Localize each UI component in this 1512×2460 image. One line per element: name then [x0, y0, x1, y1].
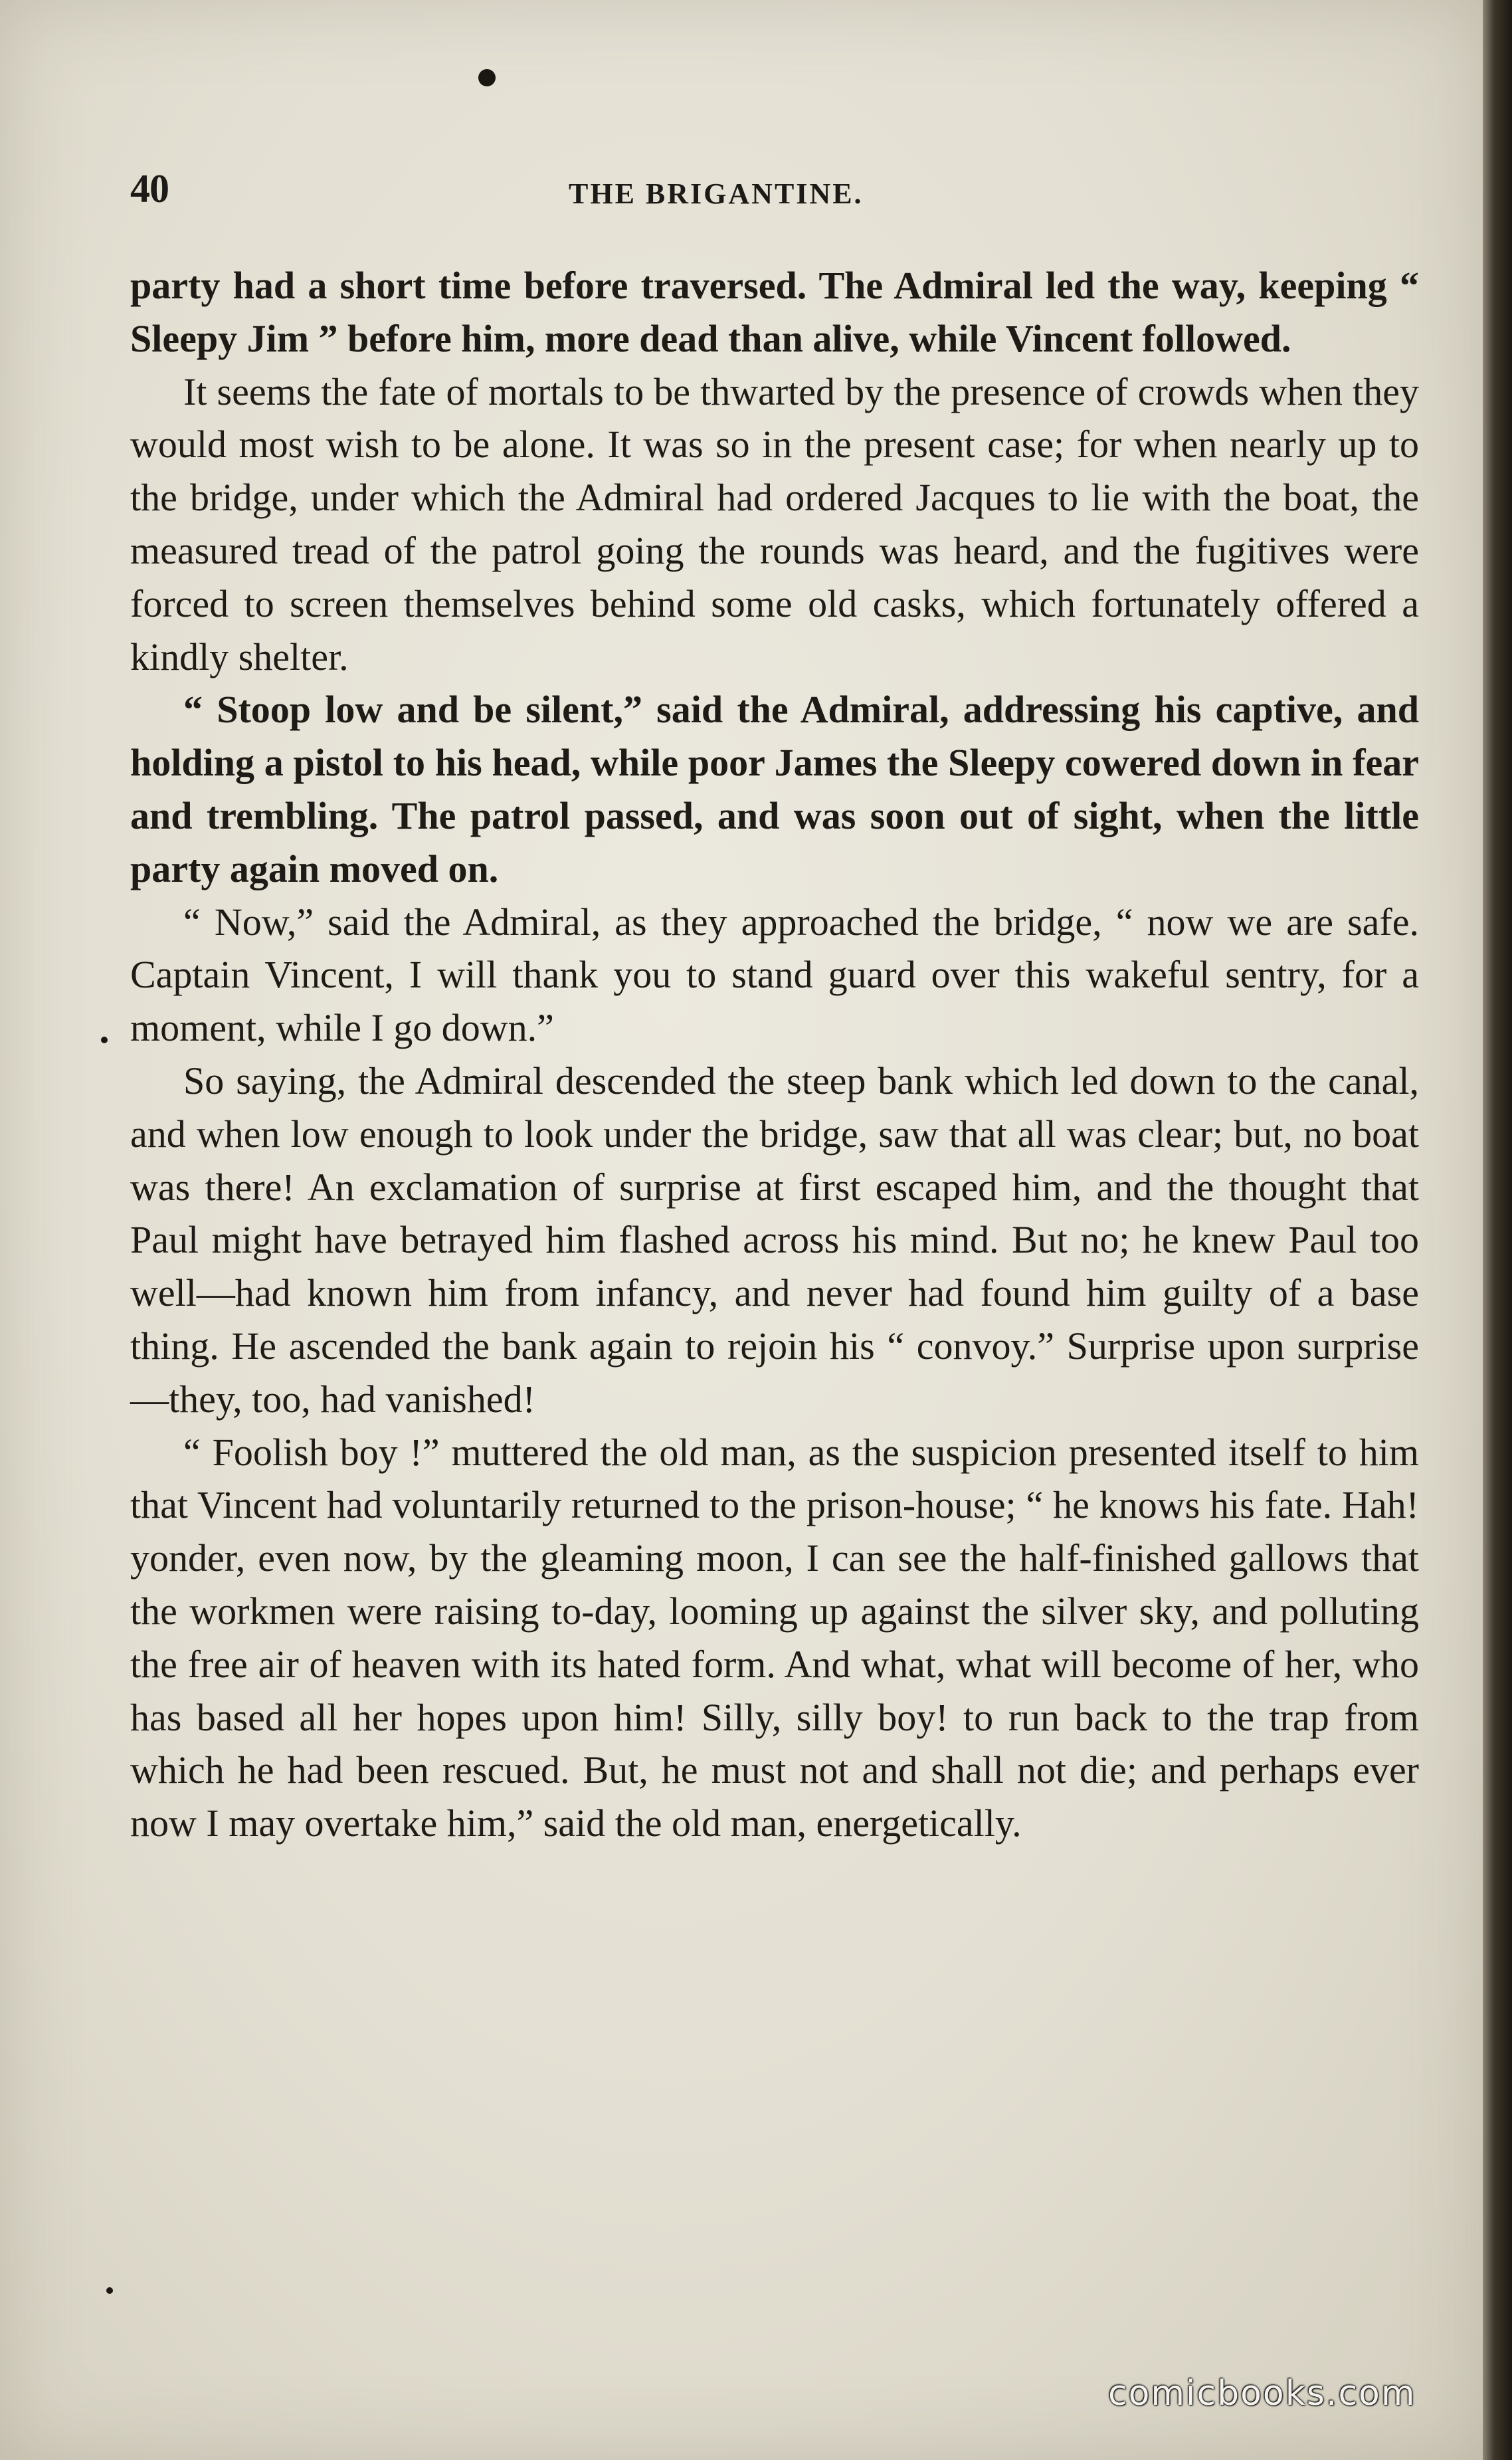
ink-speck	[478, 69, 496, 86]
page-header	[130, 166, 1406, 219]
paragraph: “ Now,” said the Admiral, as they approached the bridge, “ now we are safe. Captain Vincent, I will thank you to stand guard over this wakeful sentry, for a moment, while I go down.”	[130, 900, 1419, 1050]
ink-speck	[101, 1037, 108, 1043]
body-text	[130, 259, 1419, 1850]
running-title: THE BRIGANTINE.	[569, 177, 864, 210]
paragraph: So saying, the Admiral descended the steep bank which led down to the canal, and when low enough to look under the bridge, saw that all was clear; but, no boat was there! An exclamation of surprise at first escaped him, and the thought that Paul might have betrayed him flashed across his mind. But no; he knew Paul too well—had known him from infancy, and never had found him guilty of a base thing. He ascended the bank again to rejoin his “ convoy.” Surprise upon surprise—they, too, had vanished!	[130, 1059, 1419, 1421]
page-number: 40	[130, 167, 169, 211]
watermark: comicbooks.com	[1108, 2374, 1416, 2413]
paragraph: It seems the fate of mortals to be thwarted by the presence of crowds when they would most wish to be alone. It was so in the present case; for when nearly up to the bridge, under which the Admiral had ordered Jacques to lie with the boat, the measured tread of the patrol going the rounds was heard, and the fugitives were forced to screen themselves behind some old casks, which fortunately offered a kindly shelter.	[130, 369, 1419, 678]
paragraph: “ Stoop low and be silent,” said the Admiral, addressing his captive, and holding a pistol to his head, while poor James the Sleepy cowered down in fear and trembling. The patrol passed, and was soon out of sight, when the little party again moved on.	[130, 688, 1419, 890]
spine-edge	[1483, 0, 1512, 2460]
paragraph: party had a short time before traversed. The Admiral led the way, keeping “ Sleepy Jim ” before him, more dead than alive, while Vincent followed.	[130, 264, 1419, 360]
paragraph: “ Foolish boy !” muttered the old man, as the suspicion presented itself to him that Vincent had voluntarily returned to the prison-house; “ he knows his fate. Hah! yonder, even now, by the gleaming moon, I can see the half-finished gallows that the workmen were raising to-day, looming up against the silver sky, and polluting the free air of heaven with its hated form. And what, what will become of her, who has based all her hopes upon him! Silly, silly boy! to run back to the trap from which he had been rescued. But, he must not and shall not die; and perhaps ever now I may overtake him,” said the old man, energetically.	[130, 1430, 1419, 1845]
ink-speck	[106, 2287, 113, 2294]
